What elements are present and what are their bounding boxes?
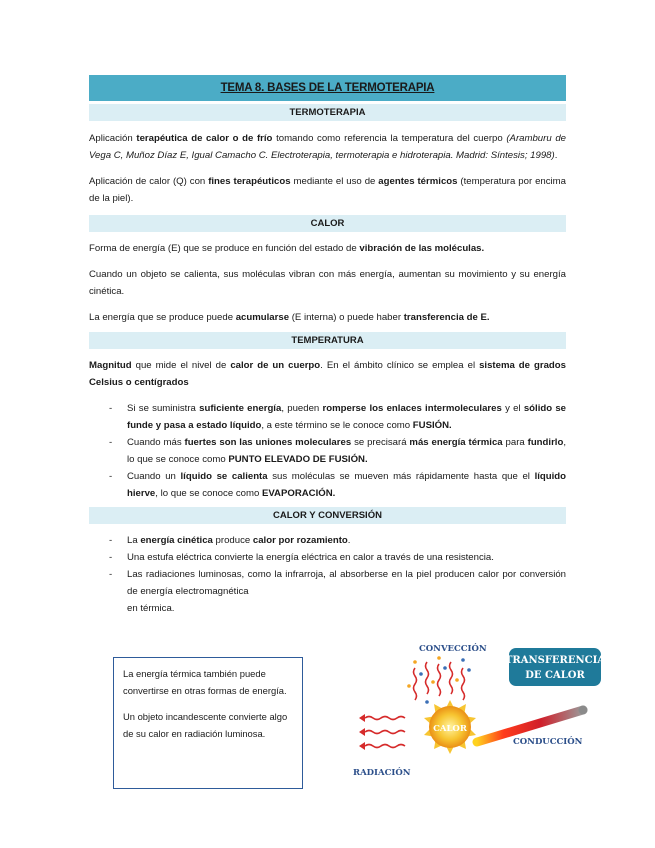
radiation-label: RADIACIÓN (353, 768, 411, 778)
radiation-waves (365, 717, 405, 748)
section-heading-temperatura: TEMPERATURA (89, 332, 566, 349)
list-item: - Si se suministra suficiente energía, pueden romperse los enlaces intermoleculares y el sólido se funde y pasa a estado líquido, a este término se le conoce como FUSIÓN. (89, 400, 566, 434)
conversion-list (89, 532, 566, 617)
calor-paragraph-2: Cuando un objeto se calienta, sus moléculas vibran con más energía, aumentan su movimiento y su energía cinética. (89, 269, 566, 297)
radiation-arrowheads (359, 714, 365, 750)
list-item: - Cuando un líquido se calienta sus moléculas se mueven más rápidamente hasta que el líquido hierve, lo que se conoce como EVAPORACIÓN. (89, 468, 566, 502)
conduction-label: CONDUCCIÓN (513, 737, 583, 747)
convection-label: CONVECCIÓN (419, 644, 487, 654)
note-box (113, 657, 303, 789)
temperatura-list (89, 400, 566, 502)
note-paragraph-1: La energía térmica también puede convertirse en otras formas de energía. (123, 668, 287, 696)
section-heading-calor: CALOR (89, 215, 566, 232)
badge-line-1: TRANSFERENCIA (504, 655, 606, 666)
document-page (89, 75, 566, 617)
temperatura-paragraph-1: Magnitud que mide el nivel de calor de un cuerpo. En el ámbito clínico se emplea el sistema de grados Celsius o centígrados (89, 360, 566, 388)
list-item: - Una estufa eléctrica convierte la energía eléctrica en calor a través de una resistencia. (89, 549, 566, 566)
calor-paragraph-3: La energía que se produce puede acumularse (E interna) o puede haber transferencia de E. (89, 312, 490, 323)
termoterapia-paragraph-1: Aplicación terapéutica de calor o de frío tomando como referencia la temperatura del cuerpo (Aramburu de Vega C, Muñoz Díaz E, Igual Camacho C. Electroterapia, termoterapia e hidroterapia. Madrid: Síntesis; 1998). (89, 133, 566, 161)
note-paragraph-2: Un objeto incandescente convierte algo de su calor en radiación luminosa. (123, 711, 288, 739)
section-heading-termoterapia: TERMOTERAPIA (89, 104, 566, 121)
page-title: TEMA 8. BASES DE LA TERMOTERAPIA (89, 75, 566, 101)
list-item: - Cuando más fuertes son las uniones moleculares se precisará más energía térmica para fundirlo, lo que se conoce como PUNTO ELEVADO DE FUSIÓN. (89, 434, 566, 468)
calor-center-label: CALOR (433, 724, 467, 734)
badge-line-2: DE CALOR (525, 670, 585, 681)
heat-transfer-illustration (345, 638, 607, 782)
list-item: - Las radiaciones luminosas, como la infrarroja, al absorberse en la piel producen calor por conversión de energía electromagnética en térmica. (89, 566, 566, 617)
calor-paragraph-1: Forma de energía (E) que se produce en función del estado de vibración de las moléculas. (89, 243, 485, 254)
list-item: - La energía cinética produce calor por rozamiento. (89, 532, 566, 549)
termoterapia-paragraph-2: Aplicación de calor (Q) con fines terapéuticos mediante el uso de agentes térmicos (temperatura por encima de la piel). (89, 176, 566, 204)
section-heading-calor-y-conversion: CALOR Y CONVERSIÓN (89, 507, 566, 524)
